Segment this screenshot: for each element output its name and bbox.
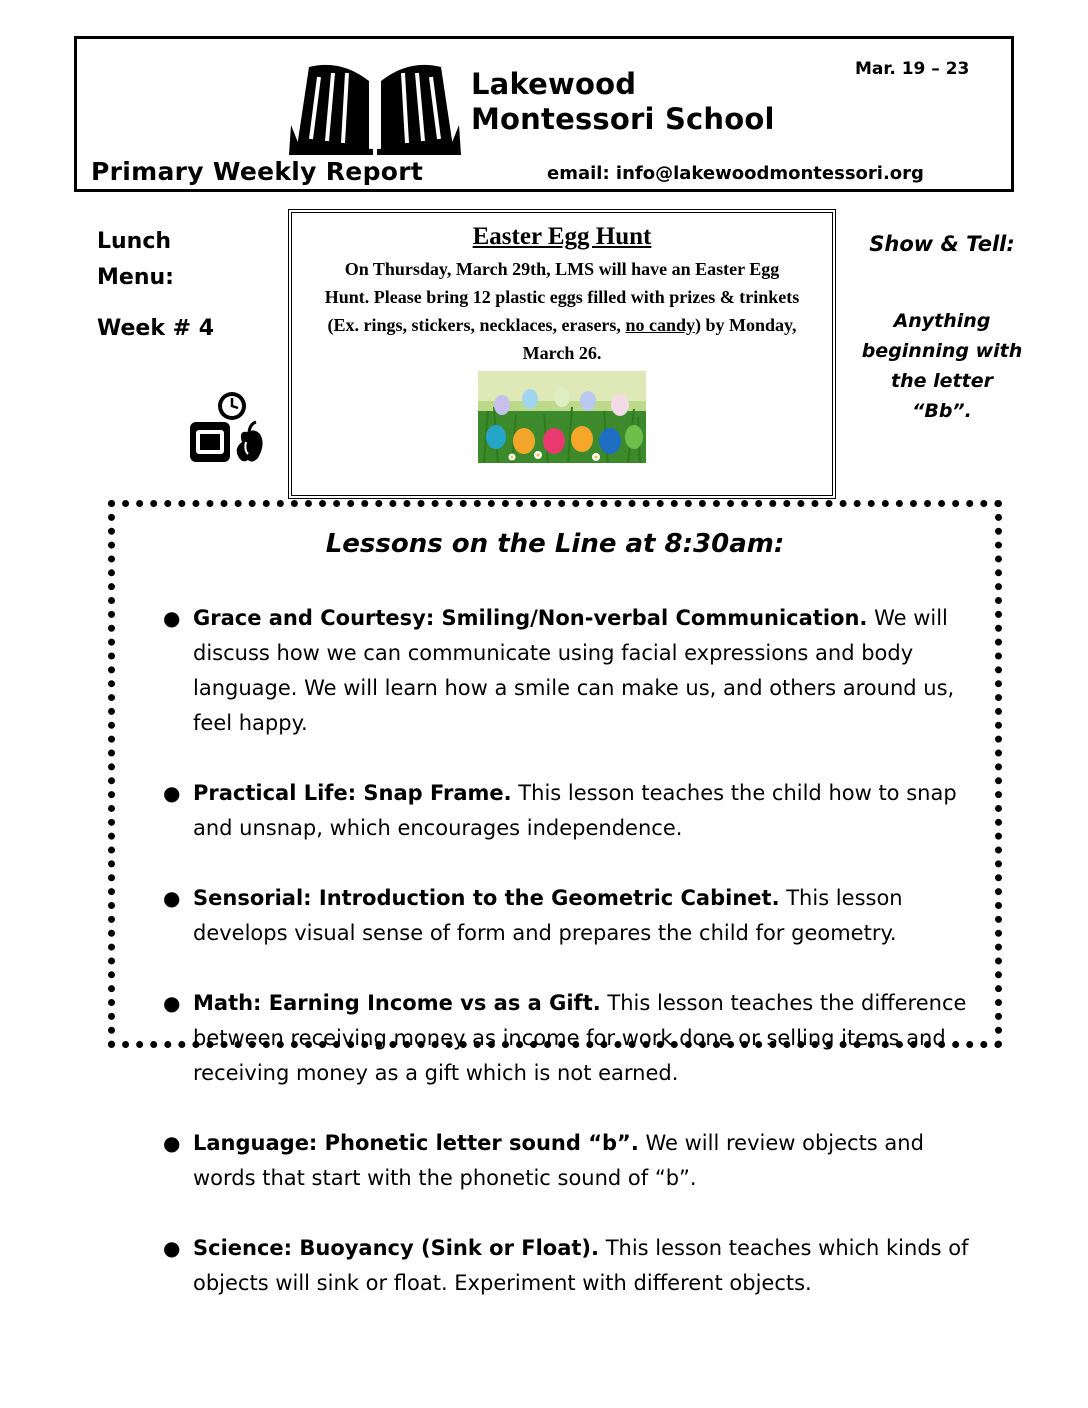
report-title: Primary Weekly Report [91,157,424,186]
lesson-heading: Grace and Courtesy: Smiling/Non-verbal Communication. [193,606,868,630]
easter-eggs-in-grass-image [478,371,646,463]
easter-egg-hunt-notice [288,209,836,499]
event-description-part1: On Thursday, March 29th, LMS will have an Easter Egg Hunt. Please bring 12 plastic eggs filled with prizes & trinkets (Ex. rings, stickers, necklaces, erasers, [324,259,800,335]
event-description [322,255,802,367]
school-name-line2: Montessori School [471,102,775,136]
show-and-tell-line4: “Bb”. [912,400,972,422]
show-and-tell-line1: Anything [893,310,991,332]
lesson-heading: Sensorial: Introduction to the Geometric Cabinet. [193,886,780,910]
lunch-label-line2: Menu: [97,265,174,290]
lunch-week-number: Week # 4 [97,316,215,341]
week-date-range: Mar. 19 – 23 [855,59,970,79]
event-no-candy: no candy [625,315,695,335]
lesson-item-language [163,1126,989,1196]
bullet-icon: ● [163,886,181,910]
show-and-tell-line2: beginning with [861,340,1023,362]
lunch-menu-label [97,224,174,296]
bullet-icon: ● [163,991,181,1015]
school-name [471,67,775,137]
lesson-list [163,601,989,1301]
lesson-heading: Practical Life: Snap Frame. [193,781,512,805]
school-name-line1: Lakewood [471,67,637,101]
lesson-heading: Science: Buoyancy (Sink or Float). [193,1236,600,1260]
lunch-label-line1: Lunch [97,229,172,254]
lesson-description: We will discuss how we can communicate using facial expressions and body language. We will learn how a smile can make us, and others around us, feel happy. [193,606,955,735]
lesson-item-grace-courtesy [163,601,989,741]
event-title: Easter Egg Hunt [472,223,652,250]
lesson-description: We will review objects and words that start with the phonetic sound of “b”. [193,1131,924,1190]
lesson-item-math [163,986,989,1091]
lessons-box [108,500,1002,1295]
open-book-logo-icon [289,55,461,155]
bullet-icon: ● [163,781,181,805]
lunch-box-apple-clock-icon [186,390,266,466]
lessons-title: Lessons on the Line at 8:30am: [325,529,785,559]
bullet-icon: ● [163,606,181,630]
lesson-description: This lesson teaches the child how to snap and unsnap, which encourages independence. [193,781,957,840]
show-and-tell-topic [852,306,1032,426]
bullet-icon: ● [163,1236,181,1260]
event-description-part2: ) by Monday, March 26. [522,315,797,363]
bullet-icon: ● [163,1131,181,1155]
contact-email: email: info@lakewoodmontessori.org [547,163,924,184]
show-and-tell-title: Show & Tell: [869,232,1015,256]
lesson-item-science [163,1231,989,1301]
lesson-item-sensorial [163,881,989,951]
header-box [74,36,1014,192]
lesson-description: This lesson develops visual sense of form and prepares the child for geometry. [193,886,903,945]
lesson-description: This lesson teaches the difference between receiving money as income for work done or selling items and receiving money as a gift which is not earned. [193,991,967,1085]
show-and-tell-line3: the letter [891,370,993,392]
lesson-heading: Language: Phonetic letter sound “b”. [193,1131,639,1155]
lesson-description: This lesson teaches which kinds of objects will sink or float. Experiment with different objects. [193,1236,969,1295]
lesson-heading: Math: Earning Income vs as a Gift. [193,991,601,1015]
lesson-item-practical-life [163,776,989,846]
